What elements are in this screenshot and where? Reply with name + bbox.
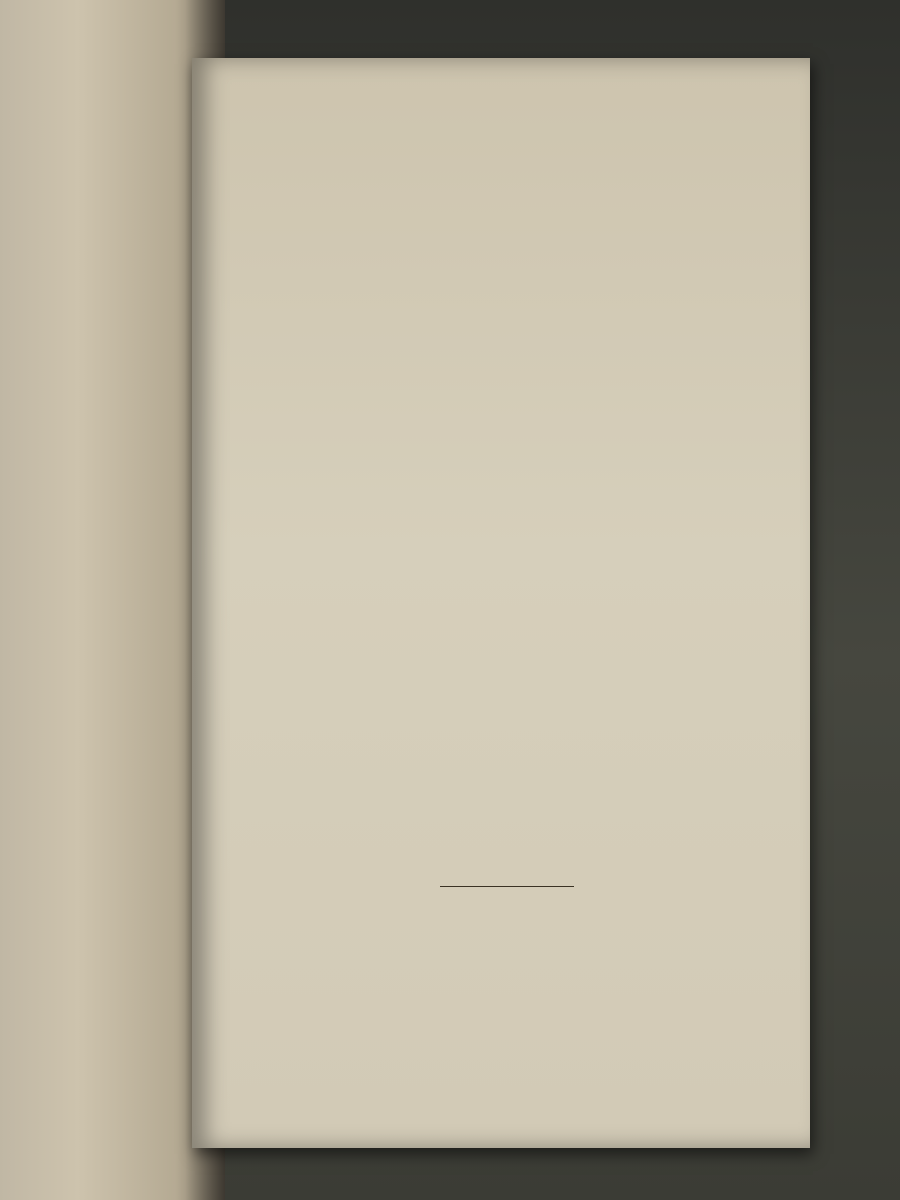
right-page bbox=[192, 58, 810, 1148]
running-head bbox=[244, 128, 776, 154]
footnote-rule bbox=[440, 886, 574, 887]
